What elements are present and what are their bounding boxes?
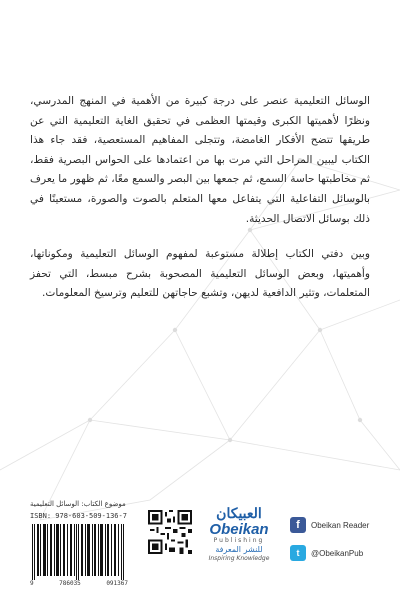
publisher-tagline-arabic: للنشر المعرفة <box>215 545 263 554</box>
twitter-link <box>290 542 380 564</box>
isbn-number: ISBN: 978-603-509-136-7 <box>30 512 127 520</box>
publisher-name-english: Obeikan <box>209 521 269 538</box>
back-cover-footer <box>28 500 380 592</box>
publisher-logo <box>200 506 278 566</box>
facebook-icon: f <box>290 517 306 533</box>
facebook-link <box>290 514 380 536</box>
blurb-paragraph-1: الوسائل التعليمية عنصر على درجة كبيرة من الأهمية في المنهج المدرسي، ونظرًا لأهميتها الكبرى وقيمتها العظمى في تحقيق الغاية التعليمية التي عن طريقها تتضح الأفكار الغامضة، وتتجلى المفاهيم المستعصية، فقد جاء هذا الكتاب ليبين المراحل التي مرت بها من اعتمادها على الحواس البصرية فقط، ثم مخاطبتها حاسة السمع، ثم جمعها بين البصر والسمع معًا، ثم ظهور ما يعرف بالوسائل التفاعلية التي يتفاعل معها المتعلم بالصوت والصورة، مستعينًا في ذلك بوسائل الاتصال الحديثة. <box>30 95 370 225</box>
social-links <box>290 514 380 570</box>
barcode-digit-first: 9 <box>30 580 34 587</box>
barcode-digits-left: 786035 <box>59 580 81 587</box>
publisher-tagline-english: Inspiring Knowledge <box>208 555 270 562</box>
twitter-label: @ObeikanPub <box>311 548 364 558</box>
publisher-subtitle: Publishing <box>213 537 265 544</box>
qr-code-icon <box>148 510 192 554</box>
publisher-name-arabic: العبيكان <box>216 506 262 522</box>
barcode-icon <box>30 524 126 580</box>
blurb-text <box>30 92 370 320</box>
book-topic: موضوع الكتاب: الوسائل التعليمية <box>30 500 126 508</box>
blurb-paragraph-2: وبين دفتي الكتاب إطلالة مستوعبة لمفهوم الوسائل التعليمية ومكوناتها، وأهميتها، وبعض الوسائل التعليمية المصحوبة بشرح مبسط، التي تحفز المتعلمات، وتثير الدافعية لديهن، وتشبع حاجاتهن للتعليم وترسيخ المعلومات. <box>30 248 370 300</box>
barcode-digits-right: 091367 <box>106 580 128 587</box>
facebook-label: Obeikan Reader <box>311 520 370 530</box>
barcode-digits <box>30 580 128 587</box>
twitter-icon: t <box>290 545 306 561</box>
isbn-barcode-block <box>28 500 130 592</box>
